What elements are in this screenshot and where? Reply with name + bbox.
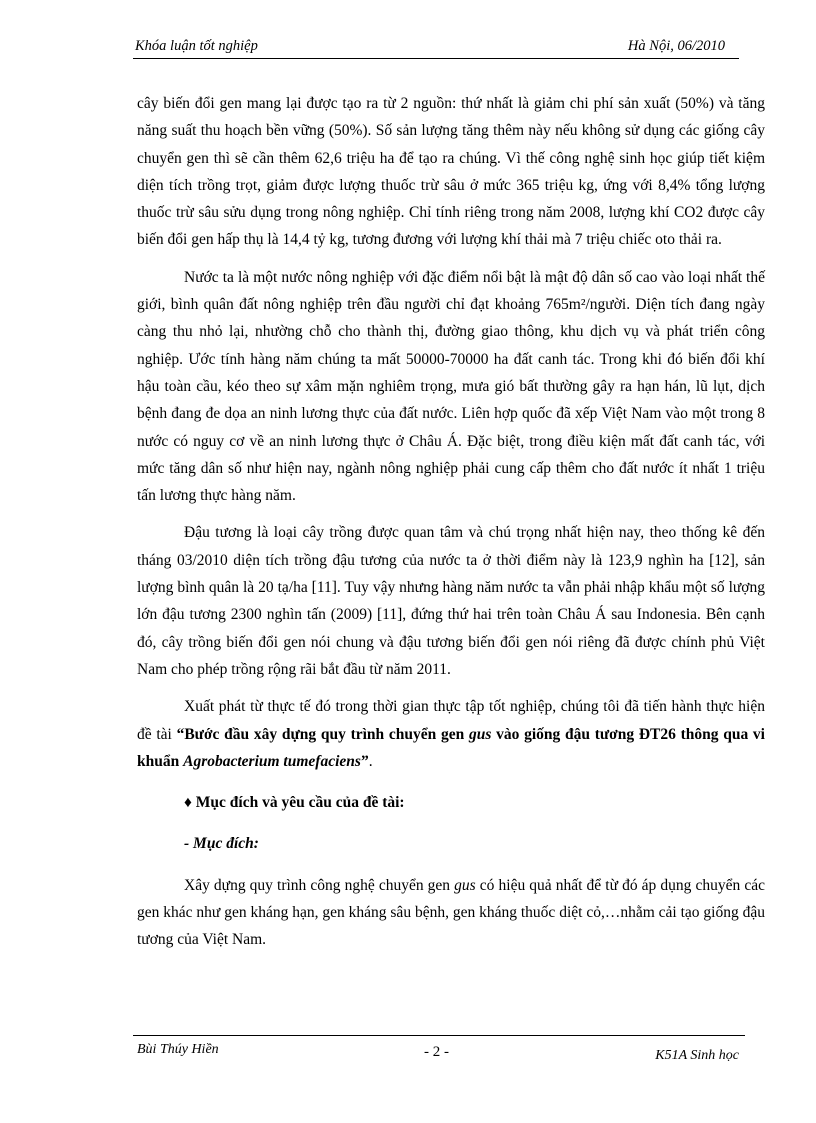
page-number: - 2 - <box>424 1044 449 1060</box>
paragraph-2: Nước ta là một nước nông nghiệp với đặc điểm nổi bật là mật độ dân số cao vào loại nhất thế giới, bình quân đất nông nghiệp trên đầu người chỉ đạt khoảng 765m²/người. Diện tích đang ngày càng thu nhỏ lại, nhường chỗ cho thành thị, đường giao thông, khu dịch vụ và phát triển công nghiệp. Ước tính hàng năm chúng ta mất 50000-70000 ha đất canh tác. Trong khi đó biến đổi khí hậu toàn cầu, kéo theo sự xâm mặn nghiêm trọng, mưa gió bất thường gây ra hạn hán, lũ lụt, dịch bệnh đang đe dọa an ninh lương thực của đất nước. Liên hợp quốc đã xếp Việt Nam vào một trong 8 nước có nguy cơ về an ninh lương thực ở Châu Á. Đặc biệt, trong điều kiện mất đất canh tác, với mức tăng dân số như hiện nay, ngành nông nghiệp phải cung cấp thêm cho đất nước ít nhất 1 triệu tấn lương thực hàng năm. <box>137 268 765 505</box>
paragraph-5-part-b: có hiệu quả nhất để từ đó áp dụng chuyển các gen khác như gen kháng hạn, gen kháng sâu bệnh, gen kháng thuốc diệt cỏ,…nhằm cải tạo giống đậu tương của Việt Nam. <box>137 876 765 949</box>
page-footer <box>133 1035 745 1076</box>
section-heading: ♦ Mục đích và yêu cầu của đề tài: <box>184 794 405 812</box>
section-subheading: - Mục đích: <box>184 835 259 853</box>
header-title: Khóa luận tốt nghiệp <box>135 38 258 54</box>
paragraph-3: Đậu tương là loại cây trồng được quan tâm và chú trọng nhất hiện nay, theo thống kê đến tháng 03/2010 diện tích trồng đậu tương của nước ta ở thời điểm này là 123,9 nghìn ha [12], sản lượng bình quân là 20 tạ/ha [11]. Tuy vậy nhưng hàng năm nước ta vẫn phải nhập khẩu một số lượng lớn đậu tương 2300 nghìn tấn (2009) [11], đứng thứ hai trên toàn Châu Á sau Indonesia. Bên cạnh đó, cây trồng biến đổi gen nói chung và đậu tương biến đổi gen nói riêng đã được chính phủ Việt Nam cho phép trồng rộng rãi bắt đầu từ năm 2011. <box>137 524 765 678</box>
thesis-title-gene: gus <box>468 725 492 743</box>
paragraph-4-end: . <box>368 752 373 770</box>
page-header <box>133 36 739 59</box>
thesis-title-part-b: vào giống đậu tương ĐT26 thông qua vi khuẩn <box>137 725 765 770</box>
paragraph-4 <box>137 693 765 775</box>
document-body <box>137 90 765 954</box>
thesis-title-part-c: ” <box>360 752 369 770</box>
footer-class: K51A Sinh học <box>655 1048 739 1063</box>
paragraph-5-gene: gus <box>454 876 476 894</box>
paragraph-5 <box>137 872 765 954</box>
paragraph-1: cây biến đổi gen mang lại được tạo ra từ 2 nguồn: thứ nhất là giảm chi phí sản xuất (50%) và tăng năng suất thu hoạch bền vững (50%). Số sản lượng tăng thêm này nếu không sử dụng các giống cây chuyển gen thì sẽ cần thêm 62,6 triệu ha để tạo ra chúng. Vì thế công nghệ sinh học giúp tiết kiệm diện tích trồng trọt, giảm được lượng thuốc trừ sâu ở mức 365 triệu kg, ứng với 8,4% tổng lượng thuốc trừ sâu sửu dụng trong nông nghiệp. Chỉ tính riêng trong năm 2008, lượng khí CO2 được cây biến đổi gen hấp thụ là 14,4 tỷ kg, tương đương với lượng khí thải mà 7 triệu chiếc oto thải ra. <box>137 95 765 249</box>
paragraph-5-part-a: Xây dựng quy trình công nghệ chuyển gen <box>184 876 455 894</box>
paragraph-4-lead: Xuất phát từ thực tế đó trong thời gian thực tập tốt nghiệp, chúng tôi đã tiến hành thực hiện đề tài <box>137 698 765 743</box>
thesis-title-part-a: “Bước đầu xây dựng quy trình chuyển gen <box>176 725 469 743</box>
thesis-title-species: Agrobacterium tumefaciens <box>183 752 361 770</box>
footer-author: Bùi Thúy Hiền <box>137 1042 219 1057</box>
header-date: Hà Nội, 06/2010 <box>627 38 725 54</box>
